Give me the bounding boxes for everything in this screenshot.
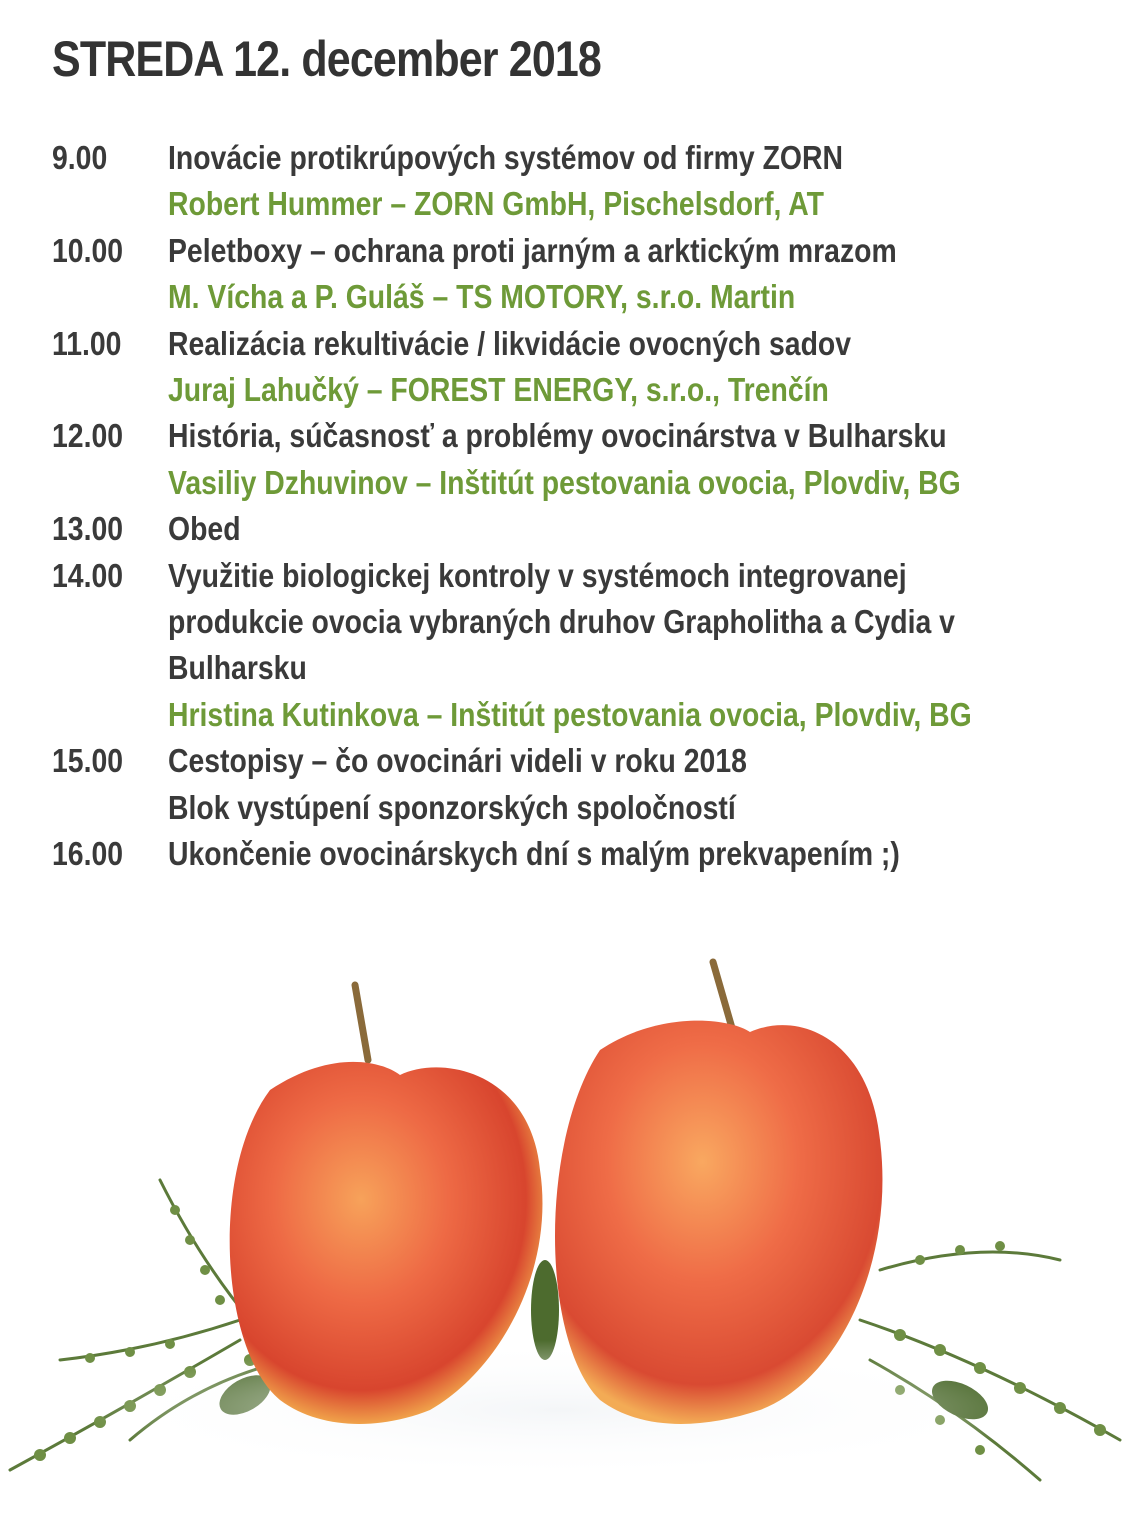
topic-line: História, súčasnosť a problémy ovocinárstva v Bulharsku bbox=[168, 417, 947, 455]
program-item bbox=[52, 831, 1112, 877]
speaker-line: Vasiliy Dzhuvinov – Inštitút pestovania ovocia, Plovdiv, BG bbox=[168, 463, 961, 501]
topic-line: Obed bbox=[168, 510, 241, 548]
program-body bbox=[168, 321, 1135, 414]
program-body bbox=[168, 506, 1135, 552]
topic-line: Využitie biologickej kontroly v systémoch integrovanej bbox=[168, 556, 907, 594]
program-item bbox=[52, 228, 1112, 321]
topic-line: produkcie ovocia vybraných druhov Grapholitha a Cydia v bbox=[168, 603, 955, 641]
program-item bbox=[52, 506, 1112, 552]
speaker-line: Juraj Lahučký – FOREST ENERGY, s.r.o., Trenčín bbox=[168, 371, 829, 409]
program-item bbox=[52, 553, 1112, 739]
program-item bbox=[52, 738, 1112, 831]
speaker-line: M. Vícha a P. Guláš – TS MOTORY, s.r.o. Martin bbox=[168, 278, 796, 316]
speaker-line: Robert Hummer – ZORN GmbH, Pischelsdorf, AT bbox=[168, 185, 824, 223]
program-time: 15.00 bbox=[52, 742, 124, 780]
program-list bbox=[52, 135, 1112, 878]
topic-line: Peletboxy – ochrana proti jarným a arktickým mrazom bbox=[168, 231, 897, 269]
program-time: 14.00 bbox=[52, 556, 124, 594]
program-body bbox=[168, 413, 1135, 506]
program-body bbox=[168, 228, 1135, 321]
topic-line: Bulharsku bbox=[168, 649, 307, 687]
program-body bbox=[168, 553, 1135, 739]
program-time: 13.00 bbox=[52, 510, 124, 548]
topic-line: Blok vystúpení sponzorských spoločností bbox=[168, 788, 736, 826]
page-title: STREDA 12. december 2018 bbox=[52, 31, 601, 87]
apples-illustration bbox=[0, 940, 1135, 1500]
program-body bbox=[168, 135, 1135, 228]
program-time: 16.00 bbox=[52, 835, 124, 873]
program-body bbox=[168, 831, 1135, 877]
program-item bbox=[52, 135, 1112, 228]
program-body bbox=[168, 738, 1135, 831]
speaker-line: Hristina Kutinkova – Inštitút pestovania ovocia, Plovdiv, BG bbox=[168, 695, 972, 733]
program-time: 10.00 bbox=[52, 231, 124, 269]
program-item bbox=[52, 321, 1112, 414]
program-time: 9.00 bbox=[52, 139, 108, 176]
topic-line: Inovácie protikrúpových systémov od firmy ZORN bbox=[168, 139, 843, 176]
topic-line: Ukončenie ovocinárskych dní s malým prekvapením ;) bbox=[168, 835, 900, 873]
topic-line: Cestopisy – čo ovocinári videli v roku 2018 bbox=[168, 742, 747, 780]
topic-line: Realizácia rekultivácie / likvidácie ovocných sadov bbox=[168, 324, 852, 362]
program-time: 12.00 bbox=[52, 417, 124, 455]
program-item bbox=[52, 413, 1112, 506]
program-time: 11.00 bbox=[52, 324, 122, 362]
